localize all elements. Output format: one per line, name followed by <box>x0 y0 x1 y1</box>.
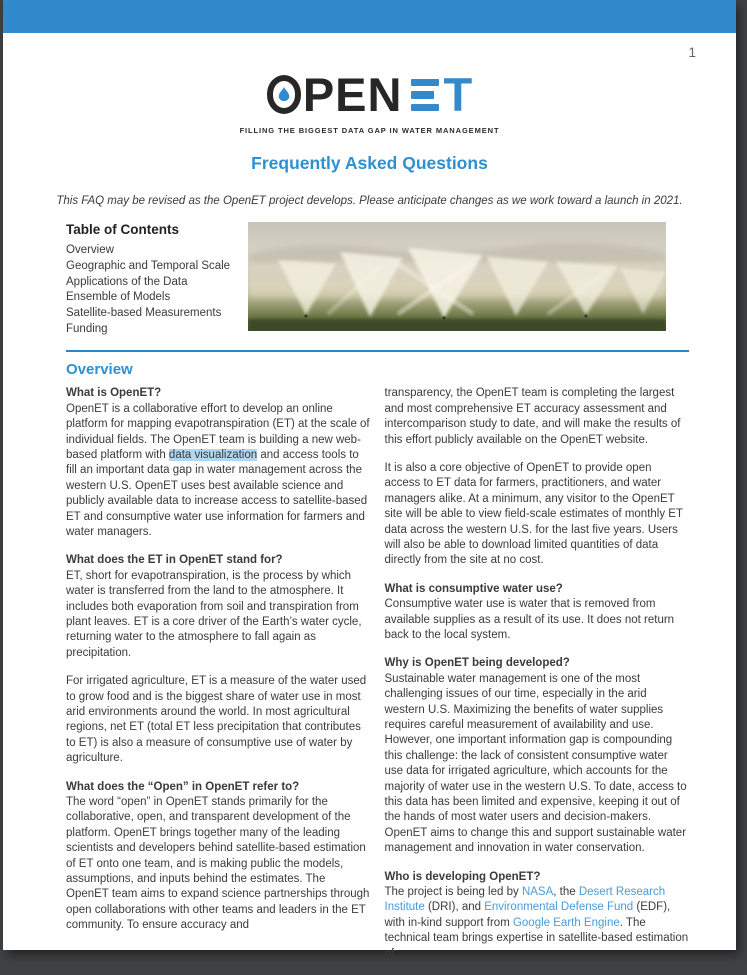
brand-tagline: FILLING THE BIGGEST DATA GAP IN WATER MANAGEMENT <box>239 126 500 135</box>
faq-two-column-body <box>66 386 689 975</box>
toc-item[interactable]: Satellite-based Measurements <box>66 307 222 320</box>
logo-text-pen: PEN <box>302 67 403 121</box>
faq-paragraph: The project is being led by NASA, the Desert Research Institute (DRI), and Environmental Defense Fund (EDF), with in-kind support from Google Earth Engine. The technical team brings expertise in satellite-based estimation of <box>384 886 689 960</box>
faq-question: Who is developing OpenET? <box>384 870 541 883</box>
toc-and-photo-row <box>66 222 689 338</box>
logo-e-bars-icon <box>411 79 439 112</box>
faq-question: What is consumptive water use? <box>384 582 563 595</box>
toc-item[interactable]: Applications of the Data <box>66 275 188 288</box>
toc-item[interactable]: Geographic and Temporal Scale <box>66 259 231 272</box>
faq-question: What is OpenET? <box>66 387 162 400</box>
section-divider-rule <box>66 350 689 353</box>
faq-paragraph: ET, short for evapotranspiration, is the process by which water is transferred from the land to the atmosphere. It includes both evaporation from soil and transpiration from plant leaves. ET is a core driver of the Earth’s water cycle, returning water to the atmosphere to fall again as precipitation. <box>66 569 362 659</box>
faq-column-left <box>66 386 371 975</box>
toc-heading: Table of Contents <box>66 222 179 237</box>
faq-paragraph: For irrigated agriculture, ET is a measure of the water used to grow food and is the biggest share of water use in most arid environments around the world. In most agricultural regions, net ET (total ET less precipitation that contributes to ET) is also a measure of consumptive use of water by agriculture. <box>66 675 367 765</box>
section-heading-overview: Overview <box>66 361 133 379</box>
toc-item[interactable]: Overview <box>66 244 114 256</box>
table-of-contents <box>66 222 248 338</box>
faq-paragraph: The word “open” in OpenET stands primarily for the collaborative, open, and transparent development of the platform. OpenET brings together many of the leading scientists and developers behind satellite-based estimation of ET onto one team, and is making public the models, assumptions, and inputs behind the estimates. The OpenET team aims to expand science partnerships through open collaborations with other teams and leaders in the ET community. To ensure accuracy and <box>66 796 370 932</box>
faq-question: What does the ET in OpenET stand for? <box>66 554 283 567</box>
openet-logo <box>3 67 736 121</box>
water-drop-icon <box>278 87 289 101</box>
field-irrigation-photo <box>248 222 666 331</box>
faq-paragraph: OpenET is a collaborative effort to develop an online platform for mapping evapotranspiration (ET) at the scale of individual fields. The OpenET team is building a new web-based platform with data visualization and access tools to fill an important data gap in water management across the western U.S. OpenET uses best available science and publicly available data to increase access to satellite-based ET and consumptive water use information for farmers and water managers. <box>66 402 370 538</box>
document-page <box>3 0 736 960</box>
faq-question: Why is OpenET being developed? <box>384 657 570 670</box>
inline-link[interactable]: Desert Research Institute <box>384 886 666 914</box>
toc-item[interactable]: Ensemble of Models <box>66 291 171 304</box>
faq-paragraph: transparency, the OpenET team is completing the largest and most comprehensive ET accuracy assessment and intercomparison study to date, and will make the results of this effort publicly available on the OpenET website. <box>384 387 681 446</box>
revision-note: This FAQ may be revised as the OpenET project develops. Please anticipate changes as we work toward a launch in 2021. <box>56 195 683 207</box>
inline-link[interactable]: Environmental Defense Fund <box>484 901 634 914</box>
inline-link[interactable]: Google Earth Engine <box>512 916 620 929</box>
faq-question: What does the “Open” in OpenET refer to? <box>66 780 300 793</box>
logo-text-t: T <box>443 67 473 121</box>
toc-item[interactable]: Funding <box>66 322 108 335</box>
inline-link[interactable]: NASA <box>521 886 554 899</box>
logo-letter-o <box>267 75 301 114</box>
faq-column-right <box>385 386 690 975</box>
page-number: 1 <box>688 45 696 60</box>
page-title: Frequently Asked Questions <box>251 153 488 173</box>
highlighted-link-text[interactable]: data visualization <box>168 448 258 461</box>
faq-paragraph: Consumptive water use is water that is removed from available supplies as a result of its use. It does not return back to the local system. <box>384 598 675 641</box>
page-top-banner <box>3 0 736 33</box>
toc-list <box>66 243 248 338</box>
faq-paragraph: Sustainable water management is one of the most challenging issues of our time, especially in the arid western U.S. Maximizing the benefits of water supplies requires careful measurement of availability and use. However, one important information gap is compounding this challenge: the lack of consistent consumptive water use data for irrigated agriculture, which accounts for the majority of water use in the western U.S. To date, access to this data has been limited and expensive, keeping it out of the hands of most water users and decision-makers. OpenET aims to change this and support sustainable water management and innovation in water conservation. <box>384 672 687 855</box>
faq-paragraph: It is also a core objective of OpenET to provide open access to ET data for farmers, practitioners, and water managers alike. At a minimum, any visitor to the OpenET site will be able to view field-scale estimates of monthly ET data across the western U.S. for the last five years. Users will also be able to download limited quantities of data directly from the site at no cost. <box>384 461 683 567</box>
